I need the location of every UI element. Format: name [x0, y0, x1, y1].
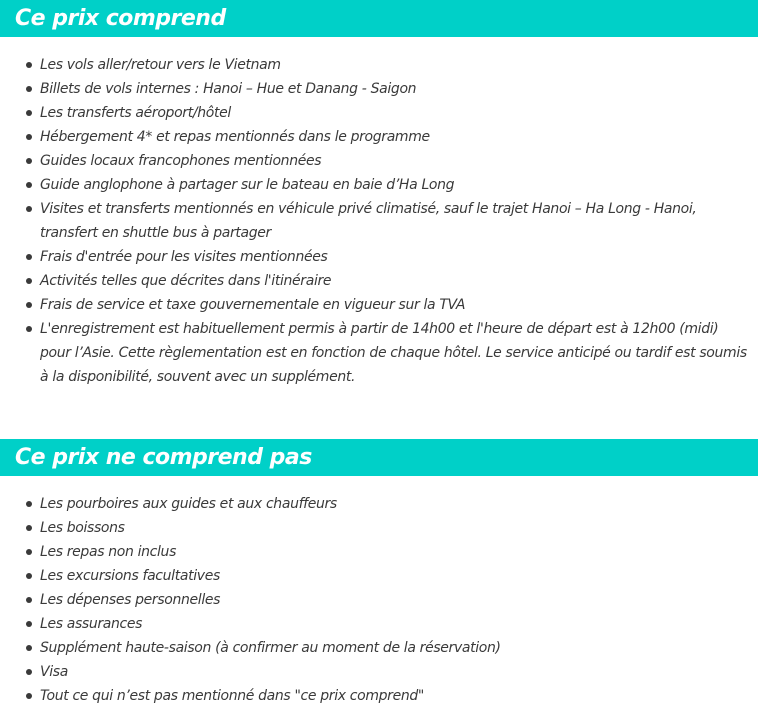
list-item: [0, 492, 758, 516]
section-header: [0, 439, 758, 476]
list-item-text: Visa: [40, 664, 68, 680]
list-item: [0, 149, 758, 173]
bullet-icon: [26, 326, 32, 332]
list-item-text: Les vols aller/retour vers le Vietnam: [40, 57, 281, 73]
list-item-text: Hébergement 4* et repas mentionnés dans le programme: [40, 129, 430, 145]
bullet-icon: [26, 254, 32, 260]
bullet-icon: [26, 86, 32, 92]
list-item: [0, 173, 758, 197]
bullet-icon: [26, 134, 32, 140]
list-item-text: L'enregistrement est habituellement permis à partir de 14h00 et l'heure de départ est à 12h00 (midi) pour l’Asie. Cette règlementation est en fonction de chaque hôtel. Le service anticipé ou tardif est soumis à la disponibilité, souvent avec un supplément.: [40, 321, 747, 385]
bullet-icon: [26, 573, 32, 579]
bullet-icon: [26, 278, 32, 284]
list-item: [0, 540, 758, 564]
list-item-text: Les repas non inclus: [40, 544, 177, 560]
bullet-icon: [26, 645, 32, 651]
list-item: [0, 101, 758, 125]
bullet-icon: [26, 302, 32, 308]
bullet-icon: [26, 62, 32, 68]
list-item: [0, 77, 758, 101]
list-item: [0, 53, 758, 77]
section-title: Ce prix comprend: [15, 6, 226, 31]
excluded-items-list: [0, 476, 758, 708]
bullet-icon: [26, 669, 32, 675]
list-item: [0, 293, 758, 317]
list-item: [0, 684, 758, 708]
list-item: [0, 125, 758, 149]
list-item-text: Les transferts aéroport/hôtel: [40, 105, 231, 121]
list-item-text: Les dépenses personnelles: [40, 592, 221, 608]
bullet-icon: [26, 158, 32, 164]
price-excludes-section: [0, 439, 758, 708]
section-title: Ce prix ne comprend pas: [15, 445, 312, 470]
list-item: [0, 516, 758, 540]
bullet-icon: [26, 525, 32, 531]
list-item: [0, 197, 758, 245]
list-item-text: Visites et transferts mentionnés en véhicule privé climatisé, sauf le trajet Hanoi – Ha Long - Hanoi, transfert en shuttle bus à partager: [40, 201, 697, 241]
list-item-text: Les assurances: [40, 616, 143, 632]
section-header: [0, 0, 758, 37]
list-item-text: Frais de service et taxe gouvernementale en vigueur sur la TVA: [40, 297, 466, 313]
list-item-text: Les pourboires aux guides et aux chauffeurs: [40, 496, 337, 512]
list-item: [0, 636, 758, 660]
bullet-icon: [26, 110, 32, 116]
list-item: [0, 612, 758, 636]
included-items-list: [0, 37, 758, 389]
list-item-text: Guide anglophone à partager sur le bateau en baie d’Ha Long: [40, 177, 455, 193]
list-item-text: Guides locaux francophones mentionnées: [40, 153, 322, 169]
bullet-icon: [26, 621, 32, 627]
bullet-icon: [26, 597, 32, 603]
bullet-icon: [26, 693, 32, 699]
bullet-icon: [26, 206, 32, 212]
list-item: [0, 245, 758, 269]
list-item: [0, 564, 758, 588]
bullet-icon: [26, 501, 32, 507]
list-item: [0, 660, 758, 684]
bullet-icon: [26, 182, 32, 188]
list-item-text: Frais d'entrée pour les visites mentionnées: [40, 249, 328, 265]
bullet-icon: [26, 549, 32, 555]
list-item-text: Activités telles que décrites dans l'itinéraire: [40, 273, 332, 289]
list-item-text: Les excursions facultatives: [40, 568, 220, 584]
list-item: [0, 588, 758, 612]
list-item-text: Les boissons: [40, 520, 125, 536]
list-item: [0, 317, 758, 389]
list-item-text: Tout ce qui n’est pas mentionné dans "ce prix comprend": [40, 688, 424, 704]
list-item: [0, 269, 758, 293]
list-item-text: Supplément haute-saison (à confirmer au moment de la réservation): [40, 640, 501, 656]
list-item-text: Billets de vols internes : Hanoi – Hue et Danang - Saigon: [40, 81, 417, 97]
